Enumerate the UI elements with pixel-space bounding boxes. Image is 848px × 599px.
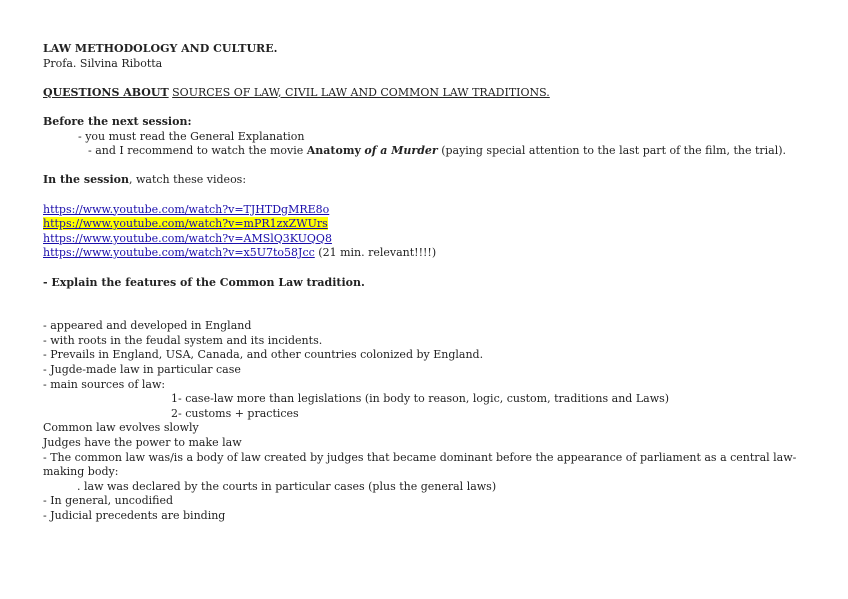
movie-title-b: of a Murder <box>364 144 438 158</box>
in-session-text: , watch these videos: <box>128 173 247 187</box>
spacer <box>43 261 808 276</box>
statement-line: Judges have the power to make law <box>43 436 242 450</box>
feature-item: - with roots in the feudal system and its incidents. <box>43 333 323 347</box>
body-paragraph: - The common law was/is a body of law created by judges that became dominant before the appearance of parliament as a central law-making body: <box>43 450 797 479</box>
video-link-2[interactable]: https://www.youtube.com/watch?v=mPR1zxZWUrs <box>43 217 328 231</box>
movie-title-a: Anatomy <box>306 144 361 158</box>
feature-item: - Prevails in England, USA, Canada, and other countries colonized by England. <box>43 348 484 362</box>
closing-item: - In general, uncodified <box>43 494 174 508</box>
author-name: Profa. Silvina Ribotta <box>43 56 163 70</box>
spacer <box>43 305 808 320</box>
spacer <box>43 71 808 86</box>
feature-item: - Jugde-made law in particular case <box>43 363 241 377</box>
movie-recommendation-text: - and I recommend to watch the movie <box>88 144 304 158</box>
task-heading: - Explain the features of the Common Law tradition. <box>43 275 365 289</box>
statement-line: Common law evolves slowly <box>43 421 199 435</box>
video-link-3[interactable]: https://www.youtube.com/watch?v=AMSlQ3KUQQ8 <box>43 231 332 245</box>
document-title: LAW METHODOLOGY AND CULTURE. <box>43 42 278 55</box>
movie-recommendation-note: (paying special attention to the last part of the film, the trial). <box>441 144 787 158</box>
video-link-row <box>43 246 808 261</box>
document-page <box>43 42 808 524</box>
closing-item: - Judicial precedents are binding <box>43 509 226 522</box>
source-item: 1- case-law more than legislations (in body to reason, logic, custom, traditions and Laws) <box>171 392 670 406</box>
video-link-1[interactable]: https://www.youtube.com/watch?v=TJHTDgMRE8o <box>43 202 330 216</box>
before-session-heading: Before the next session: <box>43 114 192 128</box>
video-link-row <box>43 217 808 232</box>
video-link-row <box>43 203 808 218</box>
spacer <box>43 159 808 174</box>
video-link-row <box>43 232 808 247</box>
before-item-read: - you must read the General Explanation <box>78 129 305 143</box>
in-session-line <box>43 173 808 188</box>
questions-label: QUESTIONS ABOUT <box>43 85 169 99</box>
spacer <box>43 290 808 305</box>
spacer <box>43 100 808 115</box>
declared-line: . law was declared by the courts in particular cases (plus the general laws) <box>77 479 497 493</box>
spacer <box>43 188 808 203</box>
feature-item: - appeared and developed in England <box>43 319 252 333</box>
feature-item: - main sources of law: <box>43 377 166 391</box>
before-item-movie <box>43 144 808 159</box>
video-4-note: (21 min. relevant!!!!) <box>318 246 437 260</box>
questions-heading <box>43 86 808 101</box>
in-session-label: In the session <box>43 173 129 187</box>
video-link-4[interactable]: https://www.youtube.com/watch?v=x5U7to58Jcc <box>43 246 315 260</box>
source-item: 2- customs + practices <box>171 406 299 420</box>
questions-topic: SOURCES OF LAW, CIVIL LAW AND COMMON LAW TRADITIONS. <box>172 85 550 99</box>
